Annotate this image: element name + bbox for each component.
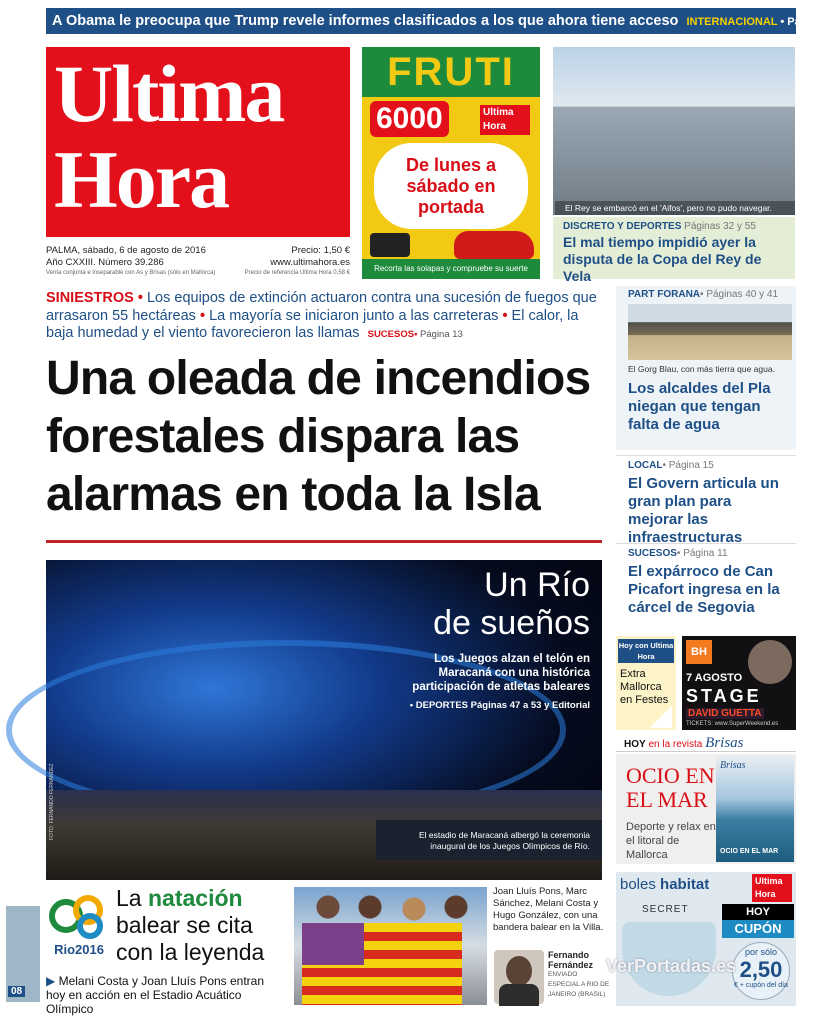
sucesos-headline: El expárroco de Can Picafort ingresa en la cárcel de Segovia	[628, 563, 780, 616]
lead-ref[interactable]: SUCESOS• Página 13	[367, 329, 463, 340]
natacion-subhead: ▶ Melani Costa y Joan Lluís Pons entran hoy en acción en el Estadio Acuático Olímpico	[46, 974, 265, 1016]
sucesos-story[interactable]	[616, 543, 796, 627]
rio-subtitle: Los Juegos alzan el telón en Maracaná con una histórica participación de atletas baleares	[412, 653, 590, 693]
rio-page-ref[interactable]: • DEPORTES Páginas 47 a 53 y Editorial	[409, 700, 590, 711]
local-headline: El Govern articula un gran plan para mejorar las infraestructuras	[628, 475, 779, 546]
sailboat-icon	[650, 706, 672, 728]
top-strip-banner[interactable]	[46, 8, 833, 34]
natacion-headline[interactable]: La natación balear se cita con la leyenda	[116, 885, 265, 965]
promo-number: 6000	[370, 101, 449, 137]
boles-hoy: HOY	[722, 904, 794, 920]
rey-sailing-photo[interactable]	[553, 47, 795, 215]
masthead-line-2: Hora	[54, 134, 229, 225]
promo-footer: Recorta las solapas y compruebe su suerte	[362, 259, 540, 279]
part-forana-headline: Los alcaldes del Pla niegan que tengan falta de agua	[628, 380, 771, 433]
stage-date: 7 AGOSTO	[686, 672, 743, 684]
car-image	[454, 231, 534, 259]
hoy-badge: Hoy con Ultima Hora	[618, 641, 674, 661]
boles-habitat-ad[interactable]	[616, 872, 796, 1006]
issue-meta	[46, 245, 350, 278]
gorg-blau-caption: El Gorg Blau, con más tierra que agua.	[628, 364, 775, 374]
swimmers-caption: Joan Lluís Pons, Marc Sánchez, Melani Costa y Hugo González, con una bandera balear en la Villa.	[493, 886, 604, 933]
promo-schedule: De lunes a sábado en portada	[374, 143, 528, 229]
promo-title: FRUTI	[362, 47, 540, 97]
lead-kicker: SINIESTROS • Los equipos de extinción actuaron contra una sucesión de fuegos que arrasaron 55 hectáreas • La mayoría se iniciaron junto a las carreteras • El calor, la baja humedad y el viento favorecieron las llamas SUCESOS• Página 13	[46, 290, 597, 341]
rey-section: DISCRETO Y DEPORTES Páginas 32 y 55	[563, 221, 756, 232]
rio-title: Un Río de sueños	[433, 566, 590, 642]
brisas-title: OCIO EN EL MAR	[626, 763, 715, 812]
boles-secret: SECRET	[642, 904, 689, 915]
play-arrow-icon: ▶	[46, 974, 56, 988]
kicker-text-2: La mayoría se iniciaron junto a las carreteras	[209, 307, 499, 324]
place-date: PALMA, sábado, 6 de agosto de 2016	[46, 245, 206, 256]
bh-logo: BH	[686, 640, 712, 664]
lead-headline[interactable]: Una oleada de incendios forestales dispara las alarmas en toda la Isla	[46, 352, 591, 521]
promo-mini-logo: Ultima Hora	[480, 105, 530, 135]
kicker-text-3: El calor, la baja humedad y el viento favorecieron las llamas	[46, 307, 579, 341]
price: Precio: 1,50 €	[291, 245, 350, 256]
brisas-desc: Deporte y relax en el litoral de Mallorca	[626, 821, 716, 861]
author-byline	[548, 950, 610, 1000]
rio2016-logo-icon	[48, 890, 110, 942]
author-name: Fernando Fernández	[548, 950, 594, 970]
website: www.ultimahora.es	[270, 257, 350, 268]
stage-title: STAGE	[686, 686, 762, 706]
stage-artist: DAVID GUETTA	[688, 708, 762, 719]
author-role: ENVIADO ESPECIAL A RIO DE JANEIRO (BRASIL)	[548, 971, 610, 998]
extra-festes-promo[interactable]	[616, 636, 676, 730]
boles-cupon: CUPÓN	[722, 920, 794, 938]
sale-note: Venta conjunta e inseparable con As y Brisas (sólo en Mallorca)	[46, 270, 216, 276]
part-forana-section: PART FORANA• Páginas 40 y 41	[628, 289, 779, 300]
kicker-label: SINIESTROS	[46, 290, 134, 306]
part-forana-story[interactable]	[616, 286, 796, 450]
rio-photo-caption: El estadio de Maracaná albergó la ceremonia inaugural de los Juegos Olímpicos de Río.	[418, 830, 590, 851]
boles-brand: boles habitat	[620, 876, 710, 893]
kicker-text-1: Los equipos de extinción actuaron contra una sucesión de fuegos que arrasaron 55 hectáreas	[46, 290, 597, 324]
rey-photo-caption: El Rey se embarcó en el 'Aifos', pero no pudo navegar.	[555, 201, 795, 215]
page-badge-number: 08	[8, 986, 25, 997]
local-section: LOCAL• Página 15	[628, 460, 714, 471]
reference-price: Precio de referencia Ultima Hora 0,58 €	[244, 270, 350, 276]
stage-concert-ad[interactable]	[682, 636, 796, 730]
swimmers-photo[interactable]	[294, 887, 487, 1005]
maracana-stadium-photo[interactable]	[46, 560, 602, 880]
top-strip-section: INTERNACIONAL • Página 9	[686, 16, 833, 28]
flag-castle-quarter	[302, 923, 364, 965]
photo-credit: FOTO: FERNANDO FERNANDEZ	[49, 763, 55, 840]
swimmers-heads	[314, 891, 474, 925]
rey-headline: El mal tiempo impidió ayer la disputa de la Copa del Rey de Vela	[563, 234, 762, 284]
brisas-header: HOY en la revista Brisas	[616, 736, 796, 752]
top-strip-headline: A Obama le preocupa que Trump revele informes clasificados a los que ahora tiene acceso	[52, 13, 679, 29]
author-avatar	[494, 950, 544, 1004]
brisas-magazine-cover: Brisas OCIO EN EL MAR	[716, 756, 794, 862]
gorg-blau-photo	[628, 304, 792, 360]
boles-uh-logo: Ultima Hora	[752, 874, 792, 902]
boles-price-badge: por sólo 2,50 € + cupón del día	[732, 942, 790, 1000]
sucesos-section: SUCESOS• Página 11	[628, 548, 728, 559]
watermark: VerPortadas.es	[606, 956, 737, 976]
masthead-line-1: Ultima	[54, 48, 284, 139]
page-badge	[6, 906, 40, 1002]
section-divider	[46, 540, 602, 543]
stage-url: TICKETS: www.SuperWeekend.es	[686, 721, 779, 727]
hoy-text: Extra Mallorca en Festes	[620, 668, 669, 706]
issue-number: Año CXXIII. Número 39.286	[46, 257, 164, 268]
car-brand-logo	[370, 233, 410, 257]
fruti-promo[interactable]	[362, 47, 540, 279]
rio2016-text: Rio2016	[54, 942, 104, 957]
dj-photo	[748, 640, 792, 684]
rey-story[interactable]	[553, 217, 795, 284]
local-story[interactable]	[616, 455, 796, 546]
rio2016-logo	[48, 890, 110, 962]
newspaper-masthead	[46, 47, 350, 237]
brisas-promo[interactable]	[616, 754, 796, 864]
